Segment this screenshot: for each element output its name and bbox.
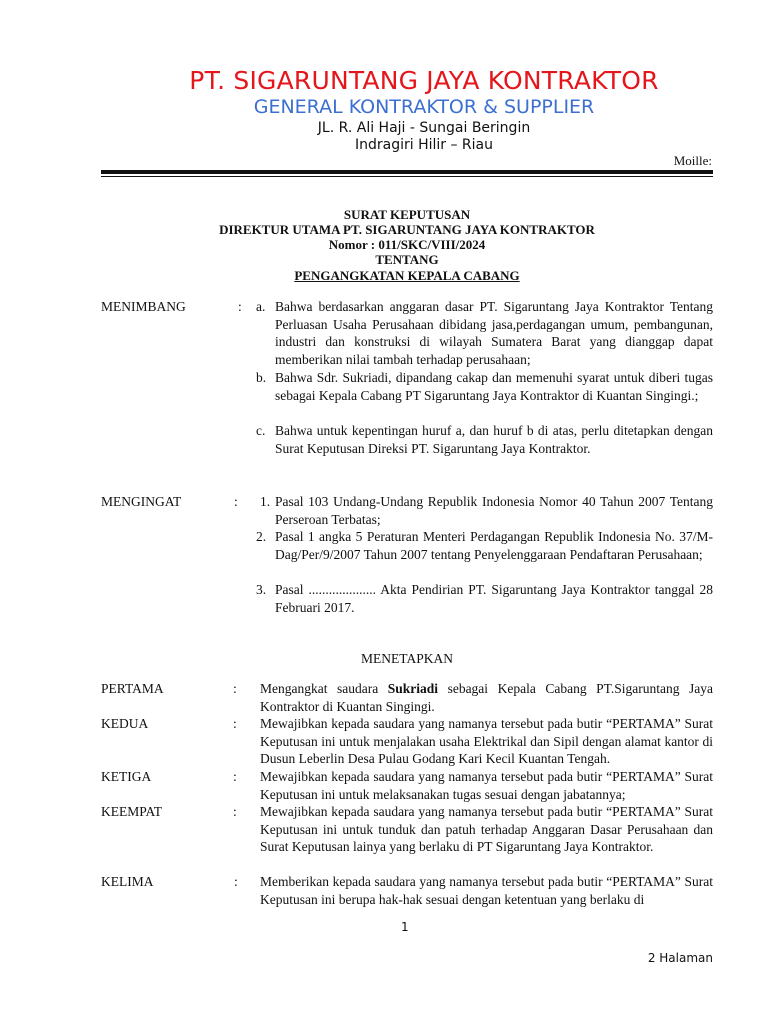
menimbang-item-a <box>256 298 713 368</box>
mengingat-label: MENGINGAT <box>101 494 182 509</box>
company-address-line-1: JL. R. Ali Haji - Sungai Beringin <box>317 120 531 136</box>
decision-text-ketiga: Mewajibkan kepada saudara yang namanya tersebut pada butir “PERTAMA” Surat Keputusan ini untuk melaksanakan tugas sesuai dengan jabatannya; <box>260 769 713 802</box>
decision-label-kelima: KELIMA <box>101 874 154 889</box>
list-item-text: Pasal 103 Undang-Undang Republik Indonesia Nomor 40 Tahun 2007 Tentang Perseroan Terbatas; <box>275 494 713 527</box>
decision-label-pertama: PERTAMA <box>101 681 164 696</box>
menimbang-colon: : <box>238 299 242 314</box>
mengingat-item-3 <box>256 581 713 616</box>
letterhead-divider-thick <box>101 170 713 174</box>
decision-text-kedua: Mewajibkan kepada saudara yang namanya tersebut pada butir “PERTAMA” Surat Keputusan ini untuk menjalakan usaha Elektrikal dan Sipil dengan alamat kantor di Dusun Leberlin Desa Pulau Godang Kari Kecil Kuantan Tengah. <box>260 716 713 766</box>
document-issuer: DIREKTUR UTAMA PT. SIGARUNTANG JAYA KONTRAKTOR <box>219 222 595 237</box>
decision-label-kedua: KEDUA <box>101 716 149 731</box>
document-about: TENTANG <box>375 252 439 267</box>
menimbang-label: MENIMBANG <box>101 299 186 314</box>
decision-colon: : <box>233 681 237 696</box>
mobile-label: Moille: <box>673 153 712 168</box>
list-marker: 1. <box>260 494 271 509</box>
decision-colon: : <box>234 874 238 889</box>
list-marker: 3. <box>256 582 267 597</box>
mengingat-colon: : <box>234 494 238 509</box>
decision-colon: : <box>233 804 237 819</box>
list-item-text: Bahwa berdasarkan anggaran dasar PT. Sigaruntang Jaya Kontraktor Tentang Perluasan Usaha Perusahaan dibidang jasa,perdagangan umum, pembangunan, industri dan konstruksi di wilayah Sumatera Barat yang dianggap dapat memberikan nilai tambah terhadap perusahaan; <box>275 299 713 367</box>
decision-text-keempat: Mewajibkan kepada saudara yang namanya tersebut pada butir “PERTAMA” Surat Keputusan ini untuk tunduk dan patuh terhadap Anggaran Dasar Perusahaan dan Surat Keputusan lainya yang berlaku di PT Sigaruntang Jaya Kontraktor. <box>260 804 713 854</box>
list-marker: a. <box>256 299 266 314</box>
menimbang-item-b <box>256 369 713 404</box>
mengingat-item-1 <box>256 493 713 528</box>
decision-colon: : <box>233 769 237 784</box>
list-marker: b. <box>256 370 267 385</box>
company-subtitle: GENERAL KONTRAKTOR & SUPPLIER <box>253 96 595 118</box>
company-address-line-2: Indragiri Hilir – Riau <box>354 137 494 153</box>
company-name: PT. SIGARUNTANG JAYA KONTRAKTOR <box>189 66 659 95</box>
list-item-text: Bahwa Sdr. Sukriadi, dipandang cakap dan memenuhi syarat untuk diberi tugas sebagai Kepala Cabang PT Sigaruntang Jaya Kontraktor di Kuantan Singingi.; <box>275 370 713 403</box>
mengingat-item-2 <box>256 528 713 563</box>
decision-colon: : <box>233 716 237 731</box>
list-marker: c. <box>256 423 266 438</box>
document-title: SURAT KEPUTUSAN <box>343 207 471 222</box>
document-number: Nomor : 011/SKC/VIII/2024 <box>328 237 486 252</box>
appointee-name: Sukriadi <box>387 681 439 696</box>
menimbang-item-c <box>256 422 713 457</box>
decision-label-keempat: KEEMPAT <box>101 804 163 819</box>
page-number: 1 <box>401 920 409 934</box>
list-item-text: Pasal .................... Akta Pendirian PT. Sigaruntang Jaya Kontraktor tanggal 28 Februari 2017. <box>275 582 713 615</box>
decision-text-before: Mengangkat saudara <box>260 681 388 696</box>
decision-text-pertama <box>260 680 713 715</box>
menetapkan-heading: MENETAPKAN <box>361 651 453 666</box>
decision-text-kelima: Memberikan kepada saudara yang namanya tersebut pada butir “PERTAMA” Surat Keputusan ini berupa hak-hak sesuai dengan ketentuan yang berlaku di <box>260 874 713 907</box>
page-total: 2 Halaman <box>647 951 713 965</box>
letterhead-divider-thin <box>101 176 713 177</box>
document-subject: PENGANGKATAN KEPALA CABANG <box>294 268 520 283</box>
list-marker: 2. <box>256 529 267 544</box>
decision-text-after: sebagai Kepala Cabang PT.Sigaruntang Jaya Kontraktor di Kuantan Singingi. <box>260 681 713 714</box>
list-item-text: Bahwa untuk kepentingan huruf a, dan huruf b di atas, perlu ditetapkan dengan Surat Keputusan Direksi PT. Sigaruntang Jaya Kontraktor. <box>275 423 713 456</box>
list-item-text: Pasal 1 angka 5 Peraturan Menteri Perdagangan Republik Indonesia No. 37/M-Dag/Per/9/2007 Tahun 2007 tentang Penyelenggaraan Pendaftaran Perusahaan; <box>275 529 713 562</box>
decision-label-ketiga: KETIGA <box>101 769 152 784</box>
